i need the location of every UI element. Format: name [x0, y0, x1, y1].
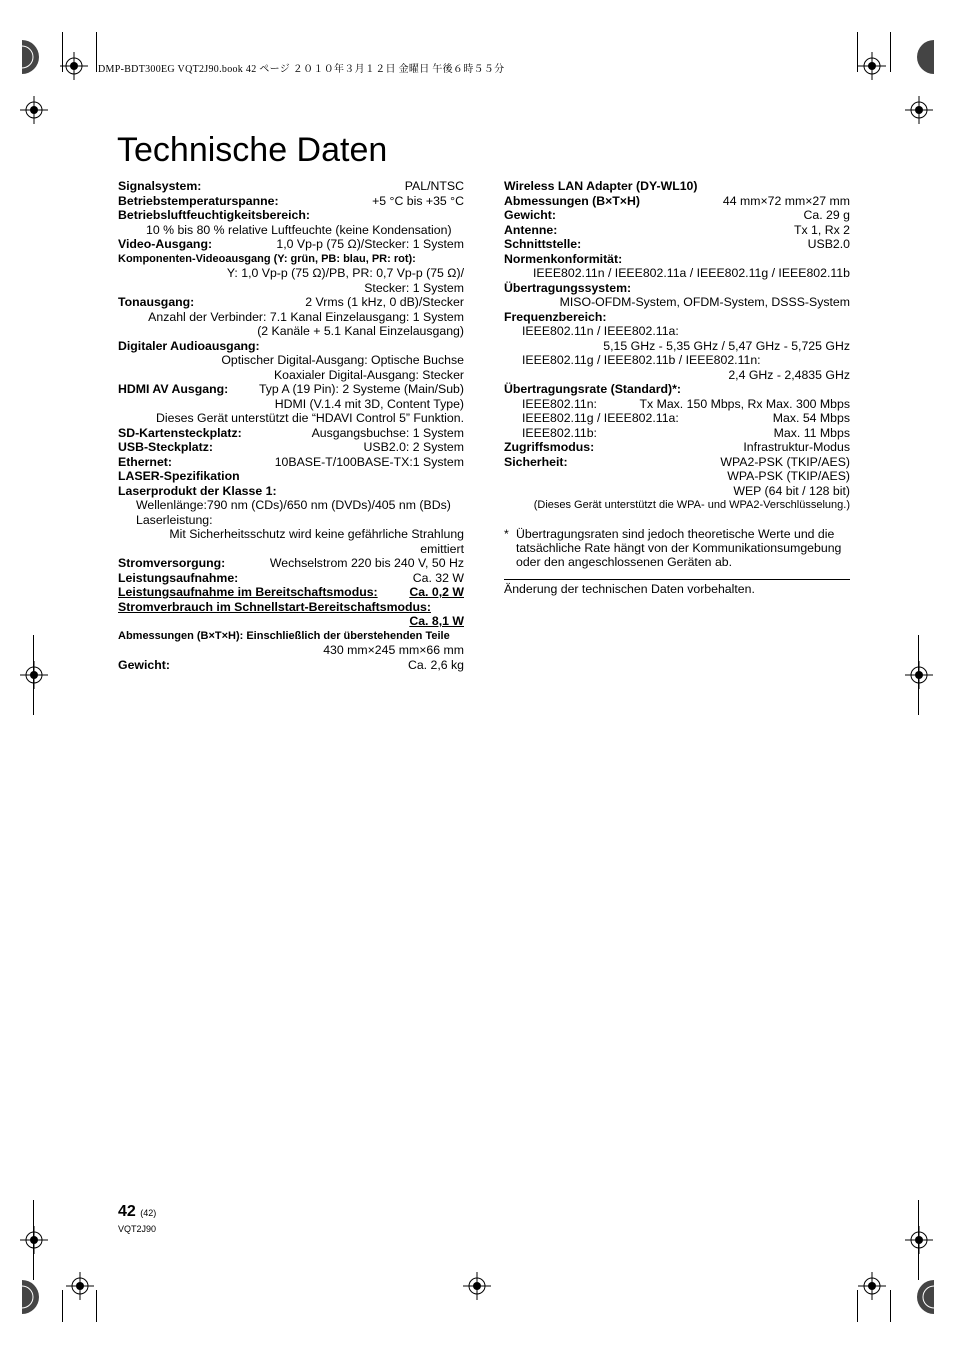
spec-rate-b — [504, 426, 850, 441]
spec-consumption — [118, 571, 464, 586]
spec-label: Signalsystem: — [118, 179, 202, 193]
print-header: DMP-BDT300EG VQT2J90.book 42 ページ ２０１０年３月１２日 金曜日 午後６時５５分 — [98, 64, 505, 75]
spec-label: Übertragungssystem: — [504, 280, 632, 295]
specs-right-column — [504, 179, 850, 596]
spec-value: 2 Vrms (1 kHz, 0 dB)/Stecker — [305, 295, 464, 309]
spec-label: Betriebsluftfeuchtigkeitsbereich: — [118, 208, 311, 222]
spec-sublabel: IEEE802.11g / IEEE802.11a: — [522, 411, 679, 425]
footnote-text: Übertragungsraten sind jedoch theoretische Werte und die tatsächliche Rate hängt von der Kommunikationsumgebung oder den angeschlossenen Geräten ab. — [516, 526, 842, 569]
spec-value: Ca. 32 W — [412, 570, 464, 585]
spec-value: Tx Max. 150 Mbps, Rx Max. 300 Mbps — [639, 396, 850, 411]
spec-value: Ausgangsbuchse: 1 System — [311, 425, 464, 440]
spec-value: Anzahl der Verbinder: 7.1 Kanal Einzelausgang: 1 System — [148, 309, 464, 324]
spec-label: Laserprodukt der Klasse 1: — [118, 483, 277, 498]
crop-line — [96, 1290, 97, 1322]
corner-target-icon — [914, 1280, 934, 1314]
spec-label: LASER-Spezifikation — [118, 469, 240, 483]
spec-sublabel: IEEE802.11n: — [522, 396, 597, 411]
corner-target-icon — [22, 1280, 42, 1314]
spec-label: Schnittstelle: — [504, 237, 582, 251]
spec-label: Leistungsaufnahme im Bereitschaftsmodus: — [118, 585, 378, 599]
spec-label: Tonausgang: — [118, 295, 195, 309]
spec-label: Betriebstemperaturspanne: — [118, 193, 279, 208]
spec-value: Typ A (19 Pin): 2 Systeme (Main/Sub) — [258, 382, 464, 396]
spec-label: Antenne: — [504, 222, 558, 237]
spec-value: Koaxialer Digital-Ausgang: Stecker — [273, 367, 464, 382]
spec-label: Frequenzbereich: — [504, 309, 607, 324]
spec-label: Normenkonformität: — [504, 251, 623, 266]
crop-line — [96, 32, 97, 72]
registration-mark-icon — [20, 1226, 48, 1254]
spec-value: WPA-PSK (TKIP/AES) — [727, 469, 850, 483]
spec-value: Optischer Digital-Ausgang: Optische Buchse — [221, 353, 464, 367]
spec-note: (Dieses Gerät unterstützt die WPA- und WPA2-Verschlüsselung.) — [533, 499, 850, 511]
crop-line — [62, 32, 63, 72]
corner-target-icon — [914, 40, 934, 74]
spec-rate-ga — [504, 411, 850, 426]
registration-mark-icon — [463, 1272, 491, 1300]
spec-label: Video-Ausgang: — [118, 237, 213, 251]
spec-ethernet — [118, 455, 464, 470]
registration-mark-icon — [20, 661, 48, 689]
registration-mark-icon — [858, 52, 886, 80]
corner-target-icon — [22, 40, 42, 74]
specs-left-column — [118, 179, 464, 672]
spec-antenna — [504, 223, 850, 238]
spec-security — [504, 455, 850, 470]
page-number — [118, 1203, 156, 1221]
spec-value: Dieses Gerät unterstützt die “HDAVI Control 5” Funktion. — [156, 411, 464, 425]
spec-value: Wellenlänge:790 nm (CDs)/650 nm (DVDs)/405 nm (BDs) — [136, 498, 451, 512]
spec-label: Ethernet: — [118, 454, 172, 469]
spec-label: Digitaler Audioausgang: — [118, 338, 260, 353]
registration-mark-icon — [20, 96, 48, 124]
spec-signalsystem — [118, 179, 464, 194]
section-title: Wireless LAN Adapter (DY-WL10) — [504, 179, 698, 193]
spec-label: HDMI AV Ausgang: — [118, 382, 229, 396]
spec-value: +5 °C bis +35 °C — [372, 193, 464, 208]
spec-value: 44 mm×72 mm×27 mm — [722, 193, 850, 208]
spec-label: SD-Kartensteckplatz: — [118, 425, 242, 440]
spec-label: Gewicht: — [504, 208, 556, 222]
spec-value: 2,4 GHz - 2,4835 GHz — [728, 367, 850, 382]
spec-value: Max. 54 Mbps — [772, 411, 850, 425]
spec-label: Komponenten-Videoausgang (Y: grün, PB: blau, PR: rot): — [118, 252, 416, 265]
spec-value: Y: 1,0 Vp-p (75 Ω)/PB, PR: 0,7 Vp-p (75 Ω)/ — [226, 266, 464, 280]
spec-video — [118, 237, 464, 252]
crop-line — [890, 32, 891, 72]
spec-value: 10BASE-T/100BASE-TX:1 System — [274, 454, 464, 469]
crop-line — [918, 635, 919, 715]
page-number-sub: (42) — [140, 1208, 157, 1218]
footnote — [504, 527, 850, 569]
spec-hdmi — [118, 382, 464, 397]
spec-value: Ca. 8,1 W — [409, 614, 464, 628]
spec-value: Mit Sicherheitsschutz wird keine gefährliche Strahlung — [169, 527, 464, 541]
page-number-main: 42 — [118, 1203, 136, 1220]
spec-value: Infrastruktur-Modus — [743, 440, 850, 454]
spec-rate-n — [504, 397, 850, 412]
spec-usb — [118, 440, 464, 455]
crop-line — [890, 1290, 891, 1322]
registration-mark-icon — [858, 1272, 886, 1300]
spec-sd — [118, 426, 464, 441]
spec-weight — [504, 208, 850, 223]
spec-dims — [504, 194, 850, 209]
spec-value: 1,0 Vp-p (75 Ω)/Stecker: 1 System — [276, 237, 464, 251]
spec-value: 430 mm×245 mm×66 mm — [323, 643, 464, 657]
crop-line — [62, 1290, 63, 1322]
crop-line — [857, 1290, 858, 1322]
change-note: Änderung der technischen Daten vorbehalten. — [504, 579, 850, 597]
spec-value: Ca. 2,6 kg — [407, 657, 464, 672]
spec-value: IEEE802.11n / IEEE802.11a / IEEE802.11g / IEEE802.11b — [533, 266, 850, 280]
spec-value: 5,15 GHz - 5,35 GHz / 5,47 GHz - 5,725 GHz — [603, 338, 850, 353]
spec-sublabel: IEEE802.11g / IEEE802.11b / IEEE802.11n: — [522, 353, 761, 367]
spec-label: Zugriffsmodus: — [504, 440, 595, 454]
footnote-marker: * — [504, 526, 509, 541]
spec-label: Abmessungen (B×T×H): Einschließlich der überstehenden Teile — [118, 629, 450, 642]
spec-label: Leistungsaufnahme: — [118, 570, 239, 585]
spec-value: WEP (64 bit / 128 bit) — [733, 483, 850, 498]
crop-line — [33, 1200, 34, 1280]
crop-line — [857, 32, 858, 72]
spec-value: Stecker: 1 System — [364, 280, 464, 295]
spec-label: Gewicht: — [118, 657, 170, 672]
registration-mark-icon — [905, 661, 933, 689]
spec-label: Stromverbrauch im Schnellstart-Bereitschaftsmodus: — [118, 599, 431, 614]
registration-mark-icon — [905, 1226, 933, 1254]
crop-line — [918, 1200, 919, 1280]
spec-label: Stromversorgung: — [118, 556, 226, 570]
spec-label: Sicherheit: — [504, 454, 568, 469]
spec-sublabel: IEEE802.11b: — [522, 425, 597, 440]
spec-value: USB2.0: 2 System — [363, 440, 464, 454]
spec-value: Tx 1, Rx 2 — [793, 222, 850, 237]
spec-value: 10 % bis 80 % relative Luftfeuchte (keine Kondensation) — [146, 222, 452, 237]
spec-power — [118, 556, 464, 571]
spec-value: (2 Kanäle + 5.1 Kanal Einzelausgang) — [257, 324, 464, 338]
registration-mark-icon — [60, 52, 88, 80]
spec-temperature — [118, 194, 464, 209]
spec-value: Wechselstrom 220 bis 240 V, 50 Hz — [269, 556, 464, 570]
spec-weight — [118, 658, 464, 673]
spec-label: Übertragungsrate (Standard)*: — [504, 382, 681, 396]
page-title: Technische Daten — [117, 131, 388, 169]
spec-value: emittiert — [420, 541, 464, 556]
spec-value: MISO-OFDM-System, OFDM-System, DSSS-System — [559, 295, 850, 309]
spec-value: Ca. 29 g — [803, 208, 850, 222]
spec-sublabel: IEEE802.11n / IEEE802.11a: — [522, 324, 679, 338]
spec-value: WPA2-PSK (TKIP/AES) — [720, 454, 850, 469]
spec-value: Laserleistung: — [136, 512, 213, 527]
spec-interface — [504, 237, 850, 252]
spec-value: USB2.0 — [807, 237, 850, 251]
spec-label: Abmessungen (B×T×H) — [504, 193, 640, 208]
registration-mark-icon — [905, 96, 933, 124]
crop-line — [33, 635, 34, 715]
spec-access — [504, 440, 850, 455]
registration-mark-icon — [66, 1272, 94, 1300]
spec-value: PAL/NTSC — [404, 179, 464, 193]
model-code: VQT2J90 — [118, 1224, 157, 1234]
spec-standby — [118, 585, 464, 600]
spec-value: Ca. 0,2 W — [409, 585, 464, 599]
spec-audio — [118, 295, 464, 310]
spec-label: USB-Steckplatz: — [118, 440, 213, 454]
spec-value: Max. 11 Mbps — [773, 425, 850, 440]
spec-value: HDMI (V.1.4 mit 3D, Content Type) — [274, 396, 464, 411]
